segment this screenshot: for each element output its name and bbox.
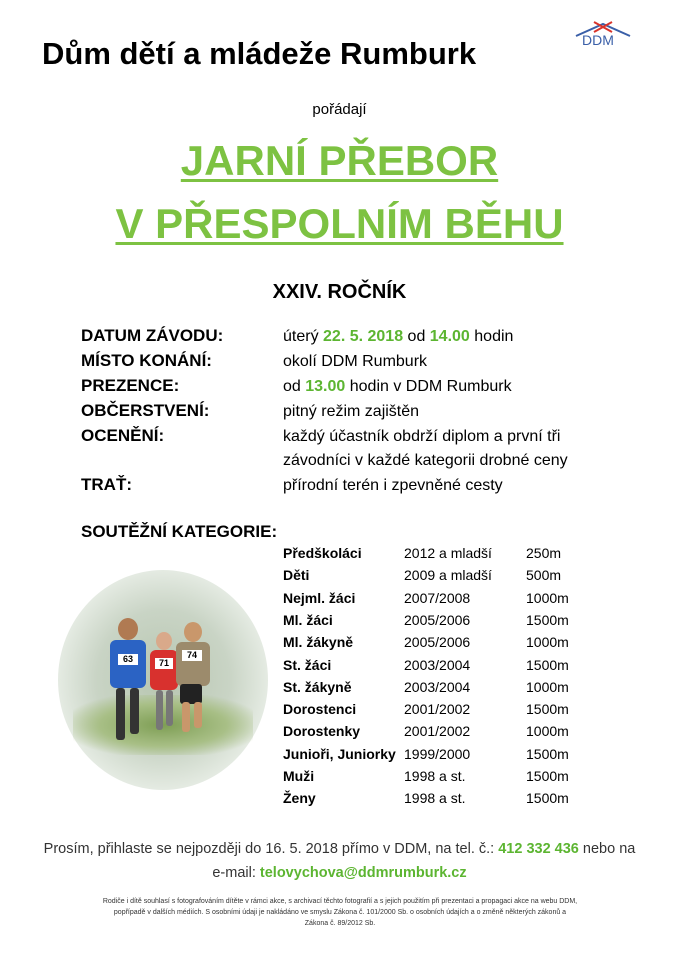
category-year: 2003/2004 xyxy=(404,678,471,695)
track-label: TRAŤ: xyxy=(81,475,132,494)
ddm-logo xyxy=(572,20,634,54)
refresh-value: pitný režim zajištěn xyxy=(283,403,420,420)
consent-text-line-2: popřípadě v dalších médiích. S osobními údaji je nakládáno ve smyslu Zákona č. 101/2000 Sb. o osobních údajích a o změně některých zákonů a xyxy=(113,909,567,916)
category-name: Muži xyxy=(283,768,315,784)
bib-number: 63 xyxy=(118,654,138,665)
category-dist: 1500m xyxy=(526,745,569,762)
category-year: 2003/2004 xyxy=(404,656,471,673)
category-year: 2005/2006 xyxy=(404,634,471,651)
category-name: Ml. žáci xyxy=(283,611,333,628)
category-dist: 1000m xyxy=(526,723,569,740)
bib-number: 74 xyxy=(182,650,202,661)
track-value: přírodní terén i zpevněné cesty xyxy=(283,477,503,494)
category-name: Ml. žákyně xyxy=(283,634,354,651)
award-value-line-2: závodníci v každé kategorii drobné ceny xyxy=(283,452,568,469)
organization-title: Dům dětí a mládeže Rumburk xyxy=(42,36,477,71)
edition-label: XXIV. ROČNÍK xyxy=(272,281,407,303)
category-name: Dorostenci xyxy=(283,701,357,718)
category-name: Ženy xyxy=(283,790,316,807)
award-label: OCENĚNÍ: xyxy=(81,426,165,445)
category-year: 2007/2008 xyxy=(404,589,471,606)
presence-label: PREZENCE: xyxy=(81,376,180,395)
category-name: Junioři, Juniorky xyxy=(283,745,396,762)
date-value: úterý 22. 5. 2018 od 14.00 hodin xyxy=(283,328,514,345)
category-year: 1998 a st. xyxy=(404,768,466,784)
date-label: DATUM ZÁVODU: xyxy=(81,326,224,345)
consent-text-line-1: Rodiče i dítě souhlasí s fotografováním dítěte v rámci akce, s archivací těchto fotografií a s jejich použitím při prezentaci a propagaci akce na webu DDM, xyxy=(102,898,578,905)
category-dist: 500m xyxy=(526,567,562,584)
runners-photo xyxy=(58,570,268,790)
category-year: 1998 a st. xyxy=(404,790,466,807)
category-year: 2001/2002 xyxy=(404,723,471,740)
category-name: Děti xyxy=(283,567,310,584)
refresh-label: OBČERSTVENÍ: xyxy=(81,401,210,420)
category-dist: 1000m xyxy=(526,634,569,651)
place-label: MÍSTO KONÁNÍ: xyxy=(81,351,212,370)
category-name: Dorostenky xyxy=(283,723,361,740)
organize-text: pořádají xyxy=(312,101,367,118)
category-year: 2001/2002 xyxy=(404,701,471,718)
consent-text-line-3: Zákona č. 89/2012 Sb. xyxy=(304,920,376,927)
categories-heading: SOUTĚŽNÍ KATEGORIE: xyxy=(81,522,278,541)
phone-number: 412 332 436 xyxy=(498,841,579,857)
category-year: 2005/2006 xyxy=(404,611,471,628)
category-year: 2009 a mladší xyxy=(404,567,492,584)
category-year: 2012 a mladší xyxy=(404,545,492,561)
email-link[interactable]: telovychova@ddmrumburk.cz xyxy=(259,865,467,881)
category-name: Nejml. žáci xyxy=(283,589,356,606)
category-name: St. žákyně xyxy=(283,678,352,695)
category-dist: 1500m xyxy=(526,768,569,784)
category-name: Předškoláci xyxy=(283,545,362,561)
category-year: 1999/2000 xyxy=(404,745,471,762)
bib-number: 71 xyxy=(155,658,173,669)
category-dist: 1500m xyxy=(526,611,569,628)
category-dist: 1000m xyxy=(526,678,569,695)
category-name: St. žáci xyxy=(283,656,332,673)
presence-value: od 13.00 hodin v DDM Rumburk xyxy=(283,378,512,395)
headline-line-2: V PŘESPOLNÍM BĚHU xyxy=(115,200,564,247)
email-line: e-mail: telovychova@ddmrumburk.cz xyxy=(212,865,467,881)
headline-line-1: JARNÍ PŘEBOR xyxy=(180,137,499,184)
category-dist: 1500m xyxy=(526,790,569,807)
category-dist: 1000m xyxy=(526,589,569,606)
registration-text: Prosím, přihlaste se nejpozději do 16. 5. 2018 přímo v DDM, na tel. č.: 412 332 436 nebo na xyxy=(43,841,636,857)
category-dist: 1500m xyxy=(526,701,569,718)
category-dist: 1500m xyxy=(526,656,569,673)
place-value: okolí DDM Rumburk xyxy=(283,353,428,370)
logo-text: DDM xyxy=(582,32,614,48)
award-value-line-1: každý účastník obdrží diplom a první tři xyxy=(283,428,561,445)
category-dist: 250m xyxy=(526,545,562,561)
